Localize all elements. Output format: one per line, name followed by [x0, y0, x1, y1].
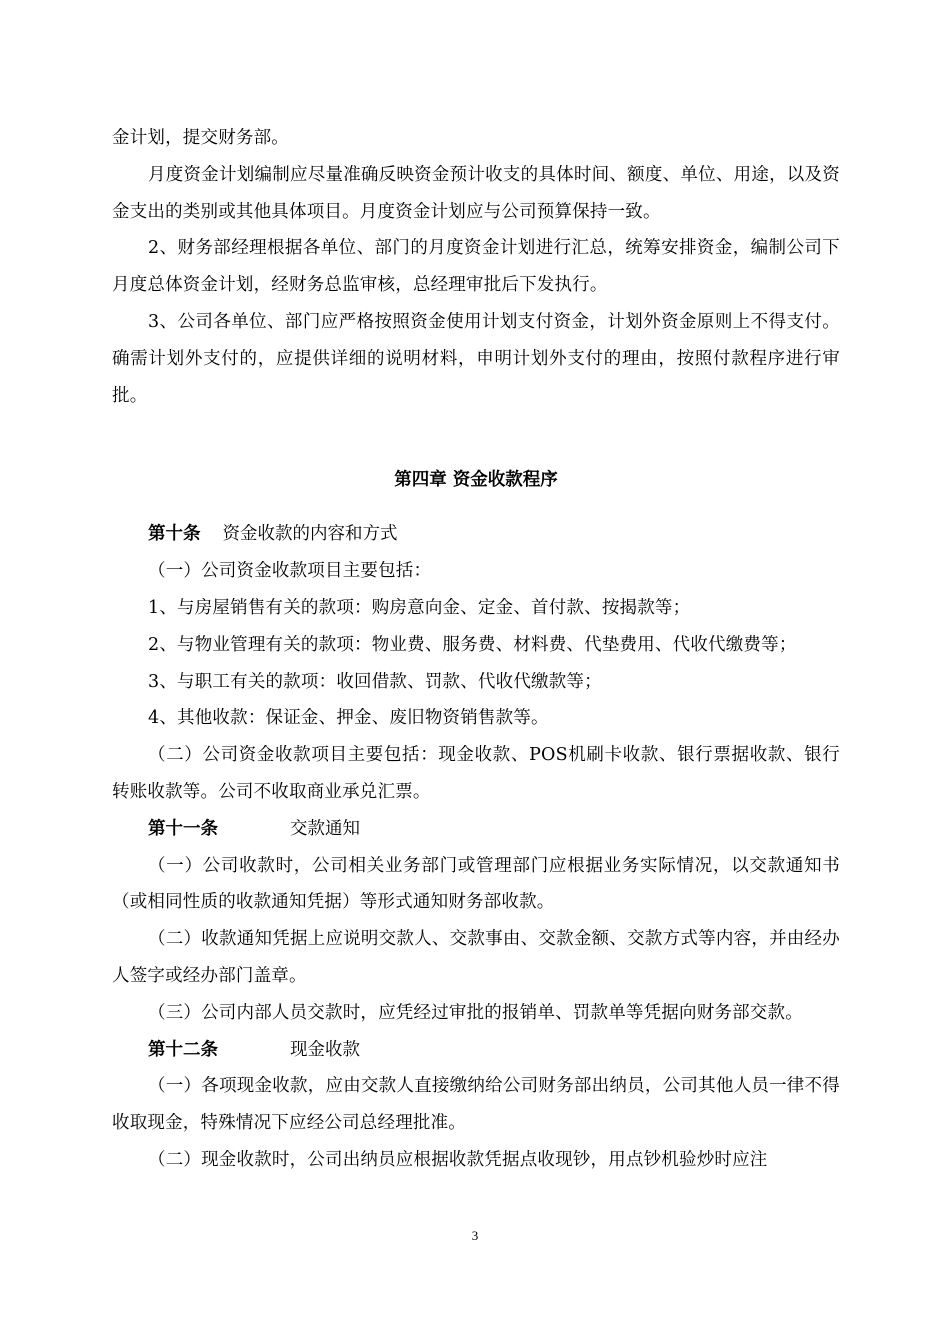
article-11-title: 交款通知	[290, 818, 360, 839]
article-11-number: 第十一条	[148, 818, 218, 839]
article-12-paragraph: （二）现金收款时，公司出纳员应根据收款凭据点收现钞，用点钞机验炒时应注	[148, 1149, 768, 1170]
article-12-title: 现金收款	[290, 1039, 360, 1060]
article-10-paragraph: （二）公司资金收款项目主要包括：现金收款、POS机刷卡收款、银行票据收款、银行转账收款等。公司不收取商业承兑汇票。	[112, 745, 840, 802]
article-11-heading	[112, 811, 840, 848]
article-12-number: 第十二条	[148, 1039, 218, 1060]
article-10-paragraph: 4、其他收款：保证金、押金、废旧物资销售款等。	[148, 708, 549, 729]
article-10-title: 资金收款的内容和方式	[222, 524, 398, 545]
paragraph-continuation: 金计划，提交财务部。	[112, 128, 289, 148]
page-number: 3	[471, 1228, 479, 1243]
paragraph-item-3: 3、公司各单位、部门应严格按照资金使用计划支付资金，计划外资金原则上不得支付。确需计划外支付的，应提供详细的说明材料，申明计划外支付的理由，按照付款程序进行审批。	[112, 311, 840, 406]
article-11-paragraph: （二）收款通知凭据上应说明交款人、交款事由、交款金额、交款方式等内容，并由经办人签字或经办部门盖章。	[112, 929, 840, 986]
article-11-paragraph: （三）公司内部人员交款时，应凭经过审批的报销单、罚款单等凭据向财务部交款。	[148, 1002, 803, 1023]
article-10-number: 第十条	[148, 524, 201, 545]
article-10-paragraph: （一）公司资金收款项目主要包括：	[148, 561, 432, 582]
article-10-paragraph: 2、与物业管理有关的款项：物业费、服务费、材料费、代垫费用、代收代缴费等；	[148, 634, 797, 655]
paragraph-monthly-plan: 月度资金计划编制应尽量准确反映资金预计收支的具体时间、额度、单位、用途，以及资金支出的类别或其他具体项目。月度资金计划应与公司预算保持一致。	[112, 164, 840, 222]
chapter-title: 第四章 资金收款程序	[394, 470, 558, 491]
article-11-paragraph: （一）公司收款时，公司相关业务部门或管理部门应根据业务实际情况，以交款通知书（或相同性质的收款通知凭据）等形式通知财务部收款。	[112, 855, 840, 913]
article-10-heading	[112, 516, 840, 553]
article-10-paragraph: 1、与房屋销售有关的款项：购房意向金、定金、首付款、按揭款等；	[148, 597, 691, 618]
paragraph-item-2: 2、财务部经理根据各单位、部门的月度资金计划进行汇总，统筹安排资金，编制公司下月度总体资金计划，经财务总监审核，总经理审批后下发执行。	[112, 238, 840, 296]
document-body	[112, 120, 840, 1179]
article-12-paragraph: （一）各项现金收款，应由交款人直接缴纳给公司财务部出纳员，公司其他人员一律不得收取现金，特殊情况下应经公司总经理批准。	[112, 1076, 840, 1134]
article-10-paragraph: 3、与职工有关的款项：收回借款、罚款、代收代缴款等；	[148, 671, 602, 692]
article-12-heading	[112, 1032, 840, 1069]
